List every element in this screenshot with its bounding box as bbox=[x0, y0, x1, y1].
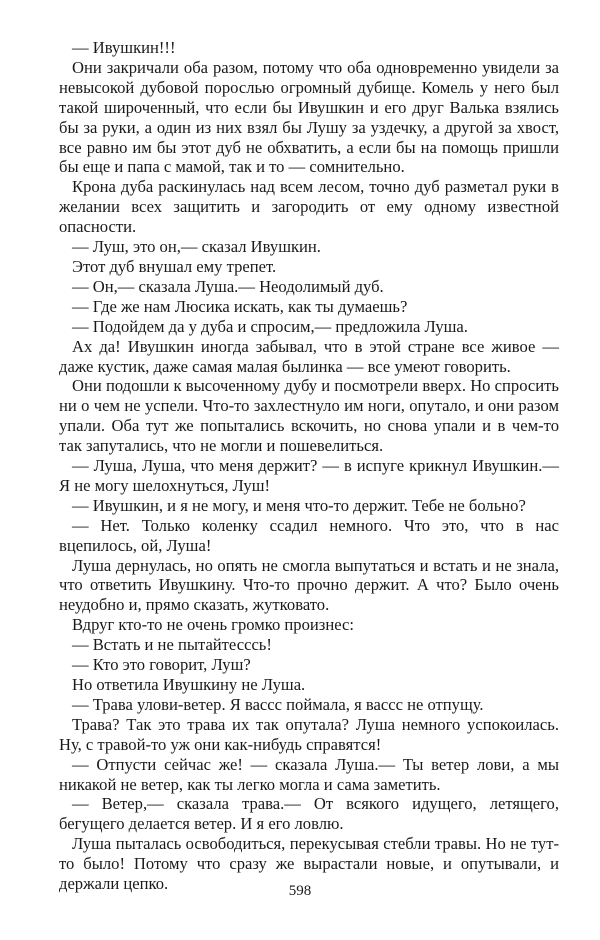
paragraph-20: Трава? Так это трава их так опутала? Луша немного успокоилась. Ну, с травой-то уж они как-нибудь справятся! bbox=[59, 714, 559, 754]
paragraph-3: Крона дуба раскинулась над всем лесом, точно дуб разметал руки в желании всех защитить и загородить от ему одному известной опасности. bbox=[59, 177, 559, 237]
paragraph-12: — Ивушкин, и я не могу, и меня что-то держит. Тебе не больно? bbox=[72, 495, 526, 515]
paragraph-6: — Он,— сказала Луша.— Неодолимый дуб. bbox=[72, 276, 384, 296]
paragraph-18: Но ответила Ивушкину не Луша. bbox=[72, 675, 306, 694]
paragraph-11: — Луша, Луша, что меня держит? — в испуге крикнул Ивушкин.— Я не могу шелохнуться, Луш! bbox=[59, 456, 559, 495]
paragraph-13: — Нет. Только коленку ссадил немного. Что это, что в нас вцепилось, ой, Луша! bbox=[59, 515, 559, 555]
paragraph-2: Они закричали оба разом, потому что оба одновременно увидели за невысокой дубовой порослью огромный дубище. Комель у него был такой широченный, что если бы Ивушкин и его друг Валька взялись бы за руки, а один из них взял бы Лушу за уздечку, а другой за хвост, все равно им бы этот дуб не обхватить, а если бы на помощь пришли бы еще и папа с мамой, так и то — сомнительно. bbox=[59, 57, 559, 177]
page-number: 598 bbox=[288, 883, 312, 899]
paragraph-5: Этот дуб внушал ему трепет. bbox=[72, 256, 277, 276]
paragraph-14: Луша дернулась, но опять не смогла выпутаться и встать и не знала, что ответить Ивушкину. Что-то прочно держит. А что? Было очень неудобно и, прямо сказать, жутковато. bbox=[59, 555, 559, 615]
paragraph-9: Ах да! Ивушкин иногда забывал, что в этой стране все живое — даже кустик, даже самая малая былинка — все умеют говорить. bbox=[59, 336, 559, 376]
paragraph-23: Луша пыталась освободиться, перекусывая стебли травы. Но не тут-то было! Потому что сразу же вырастали новые, и опутывали, и держали цепко. bbox=[59, 834, 559, 894]
paragraph-19: — Трава улови-ветер. Я вассс поймала, я вассс не отпущу. bbox=[72, 694, 484, 714]
paragraph-1: — Ивушкин!!! bbox=[72, 38, 176, 57]
page-body bbox=[59, 38, 559, 894]
paragraph-22: — Ветер,— сказала трава.— От всякого идущего, летящего, бегущего делается ветер. И я его ловлю. bbox=[59, 794, 559, 834]
paragraph-15: Вдруг кто-то не очень громко произнес: bbox=[72, 615, 354, 635]
paragraph-10: Они подошли к высоченному дубу и посмотрели вверх. Но спросить ни о чем не успели. Что-то захлестнуло им ноги, опутало, и они разом упали. Оба тут же попытались вскочить, но снова упали и в чем-то так запутались, что не могли и пошевелиться. bbox=[59, 376, 559, 456]
paragraph-16: — Встать и не пытайтесссь! bbox=[72, 635, 272, 655]
paragraph-7: — Где же нам Люсика искать, как ты думаешь? bbox=[72, 296, 408, 316]
paragraph-21: — Отпусти сейчас же! — сказала Луша.— Ты ветер лови, а мы никакой не ветер, как ты легко могла и сама заметить. bbox=[59, 754, 559, 794]
paragraph-4: — Луш, это он,— сказал Ивушкин. bbox=[72, 237, 321, 257]
paragraph-17: — Кто это говорит, Луш? bbox=[72, 655, 251, 675]
paragraph-8: — Подойдем да у дуба и спросим,— предложила Луша. bbox=[72, 316, 468, 336]
